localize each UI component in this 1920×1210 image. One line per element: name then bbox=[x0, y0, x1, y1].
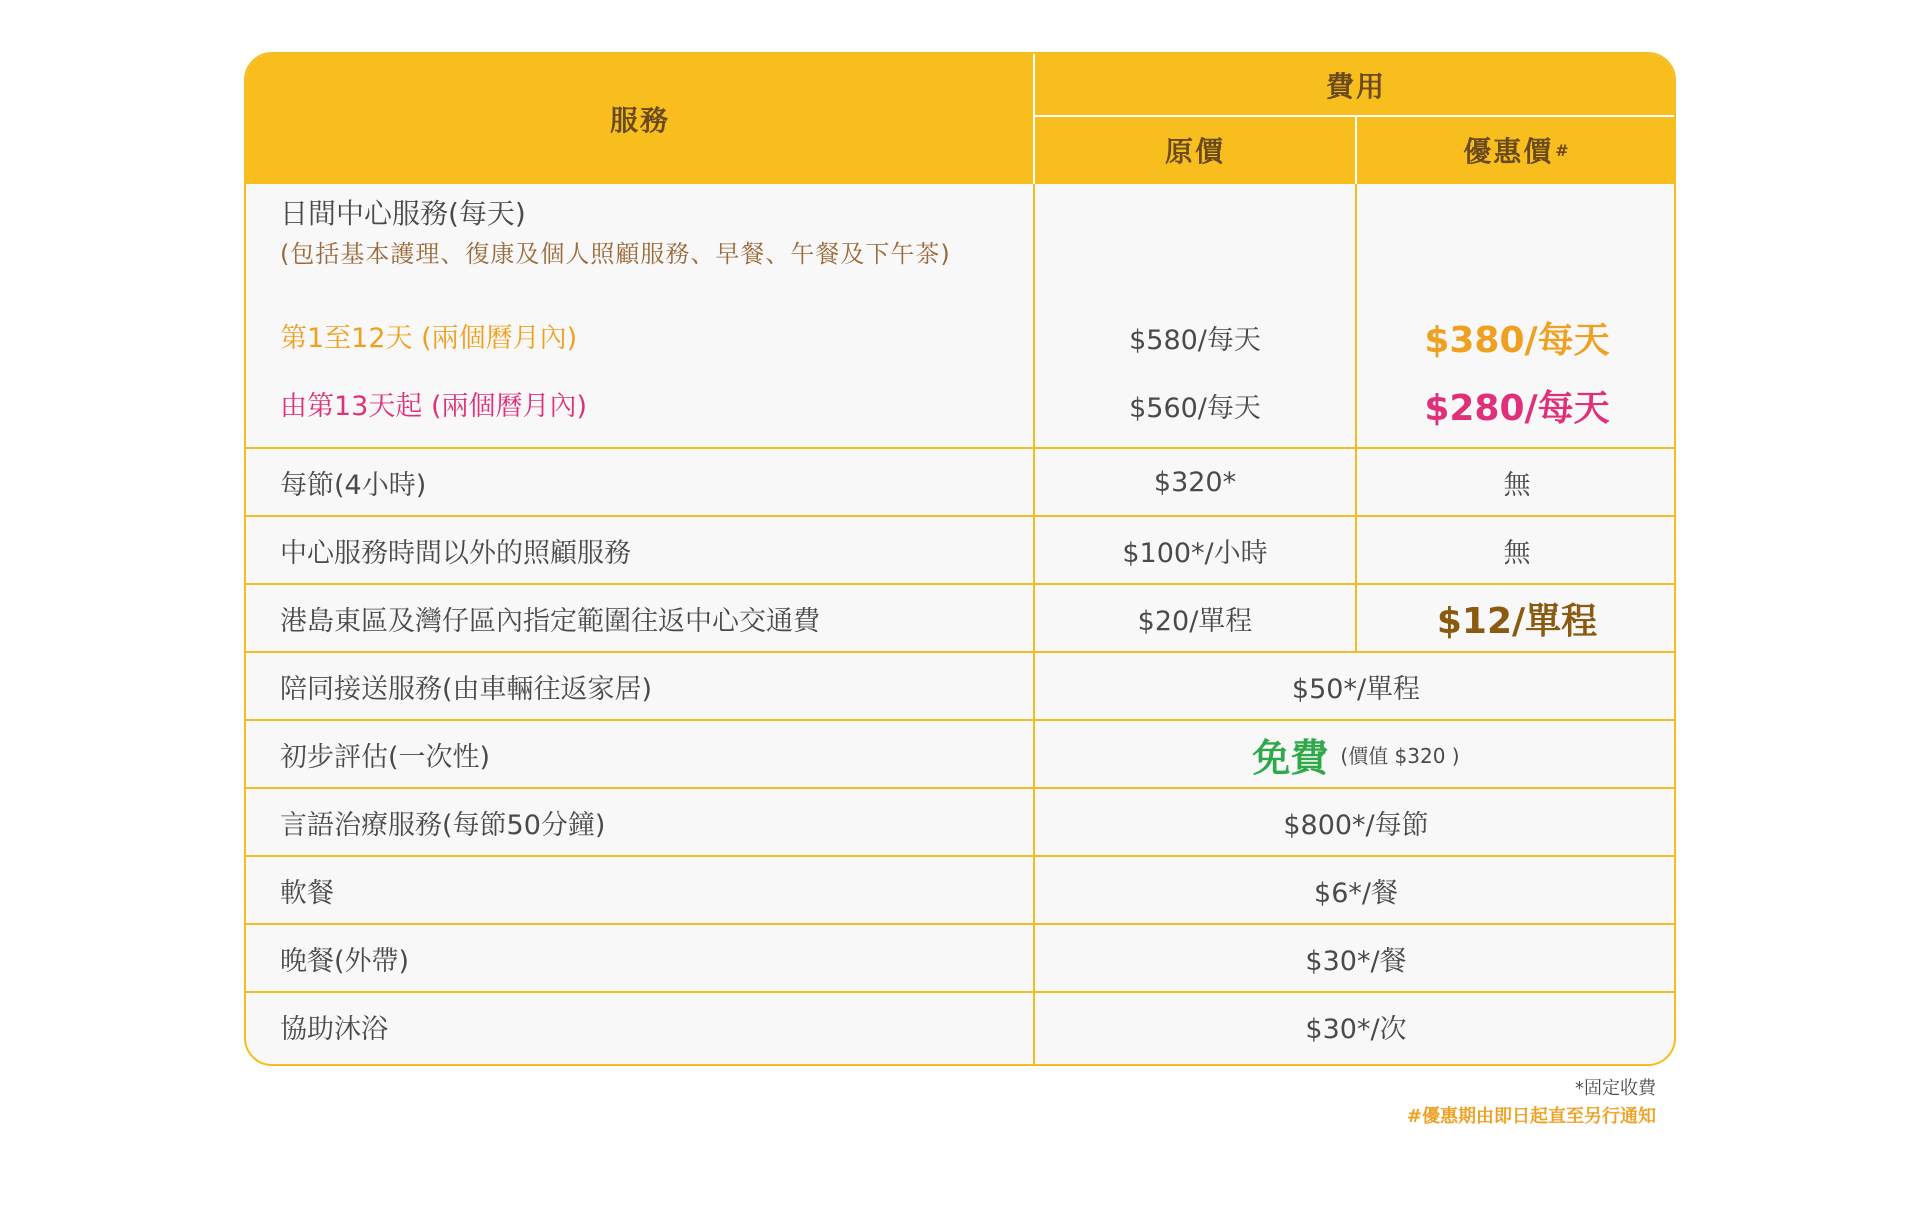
tier2-label: 由第13天起 (兩個曆月內) bbox=[280, 391, 588, 422]
row-original bbox=[1034, 516, 1356, 584]
row-discount-label: $12/單程 bbox=[1436, 600, 1598, 642]
row-service-label: 陪同接送服務(由車輛往返家居) bbox=[280, 673, 653, 705]
fee-table bbox=[244, 52, 1676, 1066]
row-fee-label: $800*/每節 bbox=[1283, 809, 1429, 841]
footnote-promo: #優惠期由即日起直至另行通知 bbox=[1406, 1106, 1656, 1127]
tier2-original: $560/每天 bbox=[1129, 393, 1261, 424]
row-discount bbox=[1356, 448, 1676, 516]
header-service-label: 服務 bbox=[609, 104, 670, 137]
row-divider bbox=[246, 651, 1676, 653]
discount-mark: # bbox=[1555, 140, 1571, 160]
row-service bbox=[246, 516, 1034, 584]
header-original bbox=[1034, 116, 1356, 184]
free-label: 免費 bbox=[1252, 735, 1329, 780]
row-fee bbox=[1034, 652, 1676, 720]
row-fee-label: $6*/餐 bbox=[1314, 877, 1398, 909]
header-divider-v2 bbox=[1355, 116, 1357, 184]
row-service bbox=[246, 652, 1034, 720]
free-note: (價值 $320 ) bbox=[1340, 743, 1460, 768]
tier1-label: 第1至12天 (兩個曆月內) bbox=[280, 323, 578, 354]
row-service bbox=[246, 856, 1034, 924]
row-divider bbox=[246, 515, 1676, 517]
row-original-label: $20/單程 bbox=[1137, 605, 1253, 637]
row-service bbox=[246, 584, 1034, 652]
header-fees bbox=[1034, 54, 1676, 116]
row-divider bbox=[246, 719, 1676, 721]
row-original bbox=[1034, 584, 1356, 652]
row-divider bbox=[246, 787, 1676, 789]
footnote-fixed-fee: *固定收費 bbox=[1575, 1078, 1656, 1099]
header-fees-label: 費用 bbox=[1325, 70, 1386, 103]
col-divider-1 bbox=[1033, 184, 1035, 1066]
row-service bbox=[246, 924, 1034, 992]
row-fee bbox=[1034, 924, 1676, 992]
col-divider-2 bbox=[1355, 184, 1357, 652]
row-original-label: $320* bbox=[1153, 466, 1237, 498]
row-discount-label: 無 bbox=[1503, 537, 1531, 569]
tier2-discount: $280/每天 bbox=[1424, 388, 1610, 429]
row-fee bbox=[1034, 856, 1676, 924]
row-divider bbox=[246, 923, 1676, 925]
row-service-label: 港島東區及灣仔區內指定範圍往返中心交通費 bbox=[280, 605, 820, 637]
row-fee-label: $50*/單程 bbox=[1291, 673, 1421, 705]
row-fee-label: $30*/次 bbox=[1305, 1013, 1407, 1045]
row-fee bbox=[1034, 720, 1676, 788]
row-service bbox=[246, 992, 1034, 1060]
row-divider bbox=[246, 991, 1676, 993]
header-discount-label: 優惠價 bbox=[1463, 135, 1554, 168]
row-fee bbox=[1034, 992, 1676, 1060]
row-service-label: 初步評估(一次性) bbox=[280, 741, 491, 773]
row-service-label: 每節(4小時) bbox=[280, 469, 427, 501]
header-divider-v1 bbox=[1033, 54, 1035, 184]
row-service-label: 言語治療服務(每節50分鐘) bbox=[280, 809, 606, 841]
row-original-label: $100*/小時 bbox=[1122, 537, 1268, 569]
row-service bbox=[246, 448, 1034, 516]
row-service bbox=[246, 788, 1034, 856]
tier1-original: $580/每天 bbox=[1129, 325, 1261, 356]
day-center-subtitle: (包括基本護理、復康及個人照顧服務、早餐、午餐及下午茶) bbox=[280, 240, 951, 268]
row-fee-label: $30*/餐 bbox=[1305, 945, 1407, 977]
header-service bbox=[246, 54, 1034, 184]
row-divider bbox=[246, 583, 1676, 585]
row-original bbox=[1034, 448, 1356, 516]
header-discount bbox=[1356, 116, 1676, 184]
row-discount-label: 無 bbox=[1503, 469, 1531, 501]
row-divider bbox=[246, 855, 1676, 857]
row-service-label: 中心服務時間以外的照顧服務 bbox=[280, 537, 631, 569]
row-service bbox=[246, 720, 1034, 788]
row-service-label: 協助沐浴 bbox=[280, 1013, 388, 1045]
day-center-title: 日間中心服務(每天) bbox=[280, 197, 526, 230]
header-original-label: 原價 bbox=[1164, 135, 1225, 168]
row-divider bbox=[246, 447, 1676, 449]
row-discount bbox=[1356, 516, 1676, 584]
row-service-label: 軟餐 bbox=[280, 877, 334, 909]
row-service-label: 晚餐(外帶) bbox=[280, 945, 410, 977]
row-discount bbox=[1356, 584, 1676, 652]
tier1-discount: $380/每天 bbox=[1424, 320, 1610, 361]
row-fee bbox=[1034, 788, 1676, 856]
